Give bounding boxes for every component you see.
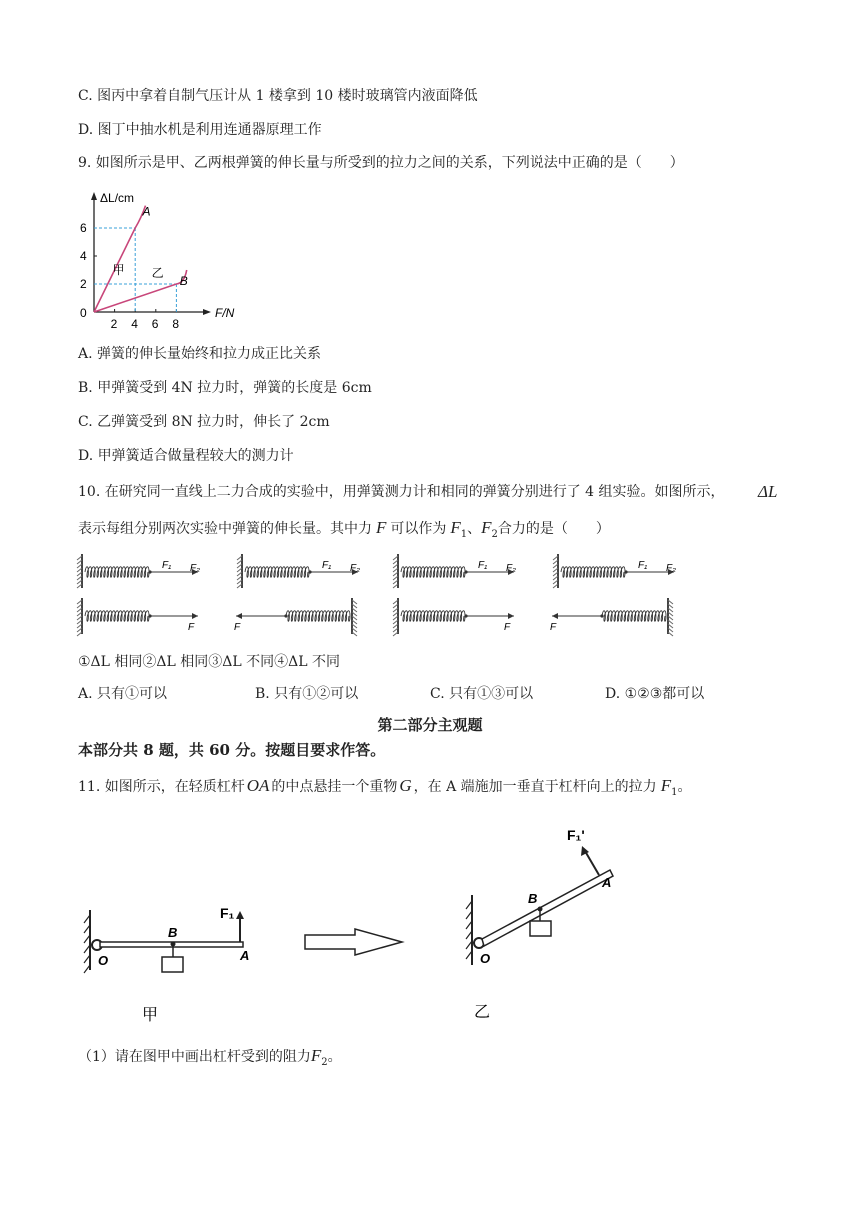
- q9-option-a: A. 弹簧的伸长量始终和拉力成正比关系: [78, 346, 322, 362]
- spring-top-3: [401, 567, 465, 578]
- spring-bottom-4: [602, 611, 666, 622]
- joint-top-4: [624, 570, 627, 573]
- arrow-f-bottom-2-head: [236, 613, 242, 619]
- q8-option-c: C. 图丙中拿着自制气压计从 1 楼拿到 10 楼时玻璃管内液面降低: [78, 88, 478, 104]
- q10-force-f: F: [376, 518, 387, 537]
- x-tick-label-4: 4: [131, 317, 138, 331]
- label-b-left: B: [168, 925, 178, 940]
- series-name-jia: 甲: [112, 263, 125, 278]
- q11-stem-4: 。: [677, 779, 692, 795]
- label-f-bottom-4: F: [550, 622, 557, 633]
- y-tick-label-4: 4: [80, 249, 87, 263]
- q11-sub1-end: 。: [327, 1049, 342, 1065]
- lever-figure-jia: [84, 905, 249, 1024]
- q11-sub1: [78, 1046, 342, 1073]
- label-f1-right: F₁ʹ: [567, 827, 585, 843]
- label-f-bottom-2: F: [234, 622, 241, 633]
- q9-option-b: B. 甲弹簧受到 4N 拉力时，弹簧的长度是 6cm: [78, 380, 372, 396]
- q11-sub1-force-sub: 2: [321, 1056, 328, 1068]
- joint-bottom-3: [464, 614, 467, 617]
- q9-stem: 9. 如图所示是甲、乙两根弹簧的伸长量与所受到的拉力之间的关系，下列说法中正确的是（ ）: [78, 155, 684, 171]
- x-axis-label: F/N: [215, 306, 235, 320]
- label-f-bottom-3: F: [504, 622, 511, 633]
- q10-stem-b2: 可以作为: [390, 521, 447, 537]
- series-end-label-B: B: [179, 274, 188, 288]
- label-o-right: O: [480, 951, 491, 966]
- joint-top-2: [308, 570, 311, 573]
- part2-intro: 本部分共 8 题，共 60 分。按题目要求作答。: [78, 741, 386, 759]
- arrow-f-bottom-4-head: [552, 613, 558, 619]
- caption-jia: 甲: [142, 1007, 159, 1024]
- x-tick-label-8: 8: [172, 317, 180, 331]
- q9-option-d: D. 甲弹簧适合做量程较大的测力计: [78, 448, 294, 464]
- joint-top-1: [148, 570, 151, 573]
- label-f2-1: F₂: [190, 563, 200, 574]
- q10-stem-b1: 表示每组分别两次实验中弹簧的伸长量。其中力: [78, 521, 372, 537]
- part2-title: 第二部分主观题: [377, 716, 483, 734]
- y-tick-label-6: 6: [80, 221, 87, 235]
- series-line-甲: [94, 206, 146, 312]
- q11-force-f1: F: [660, 776, 672, 795]
- label-f1-left: F₁: [220, 905, 235, 921]
- origin-label: 0: [80, 306, 87, 320]
- label-f2-3: F₂: [506, 563, 516, 574]
- q11-force-f1-sub: 1: [671, 786, 678, 798]
- q9-chart: [70, 182, 310, 332]
- q11-stem-2: 的中点悬挂一个重物: [271, 779, 398, 795]
- label-a-left: A: [240, 948, 250, 963]
- q11-lever-figures: [80, 815, 700, 1025]
- y-axis-arrow: [91, 192, 97, 200]
- q11-sub1-text: （1）请在图甲中画出杠杆受到的阻力: [78, 1049, 311, 1065]
- q11-lever-oa: OA: [246, 776, 270, 795]
- x-tick-label-2: 2: [110, 317, 118, 331]
- spring-bottom-1: [85, 611, 149, 622]
- q10-force-f1: F: [450, 518, 461, 537]
- q10-force-f2: F: [481, 518, 492, 537]
- q8-option-d: D. 图丁中抽水机是利用连通器原理工作: [78, 122, 322, 138]
- y-tick-label-2: 2: [80, 277, 87, 291]
- label-f1-4: F₁: [638, 560, 648, 571]
- q10-option-a: A. 只有①可以: [78, 686, 168, 702]
- label-f2-2: F₂: [350, 563, 360, 574]
- q10-option-c: C. 只有①③可以: [430, 686, 534, 702]
- spring-bottom-2: [286, 611, 350, 622]
- q10-stem-b3: 、: [467, 521, 482, 537]
- weight-right: [530, 921, 551, 936]
- q10-force-f2-sub: 2: [491, 528, 498, 540]
- weight-left: [162, 957, 183, 972]
- x-axis-arrow: [203, 309, 211, 315]
- spring-bottom-3: [401, 611, 465, 622]
- q11-stem-3: ，在 A 端施加一垂直于杠杆向上的拉力: [413, 779, 657, 795]
- y-axis-label: ΔL/cm: [100, 191, 135, 205]
- series-line-乙: [94, 270, 187, 312]
- label-o-left: O: [98, 953, 109, 968]
- q10-stem-line1: [78, 482, 778, 502]
- q11-stem-1: 11. 如图所示，在轻质杠杆: [78, 779, 245, 795]
- x-tick-label-6: 6: [151, 317, 159, 331]
- arrow-f-bottom-3-head: [508, 613, 514, 619]
- label-a-right: A: [602, 875, 612, 890]
- q11-stem: [78, 776, 691, 803]
- spring-top-1: [85, 567, 149, 578]
- q10-stem-b4: 合力的是（ ）: [497, 521, 610, 537]
- spring-top-4: [561, 567, 625, 578]
- q9-option-c: C. 乙弹簧受到 8N 拉力时，伸长了 2cm: [78, 414, 330, 430]
- transition-arrow: [305, 929, 402, 955]
- force-f1-arrow-right: [585, 851, 599, 875]
- q10-option-b: B. 只有①②可以: [255, 686, 359, 702]
- joint-bottom-4: [600, 614, 603, 617]
- series-end-label-A: A: [142, 204, 151, 219]
- label-f1-1: F₁: [162, 560, 172, 571]
- spring-top-2: [245, 567, 309, 578]
- q10-conditions: ①ΔL 相同②ΔL 相同③ΔL 不同④ΔL 不同: [78, 654, 340, 670]
- q10-force-f1-sub: 1: [460, 528, 468, 540]
- q10-stem-line2: [78, 518, 610, 545]
- q11-sub1-force: F: [310, 1046, 322, 1065]
- label-f1-2: F₁: [322, 560, 332, 571]
- joint-top-3: [464, 570, 467, 573]
- label-f1-3: F₁: [478, 560, 488, 571]
- label-b-right: B: [528, 891, 538, 906]
- label-f2-4: F₂: [666, 563, 676, 574]
- joint-bottom-2: [284, 614, 287, 617]
- lever-figure-yi: [466, 827, 613, 1021]
- force-f1-arrowhead-left: [236, 911, 244, 919]
- q10-spring-figures: [70, 552, 790, 642]
- arrow-f-bottom-1-head: [192, 613, 198, 619]
- caption-yi: 乙: [474, 1004, 491, 1021]
- q10-delta-l: ΔL: [758, 482, 778, 501]
- joint-bottom-1: [148, 614, 151, 617]
- q10-stem-text: 10. 在研究同一直线上二力合成的实验中，用弹簧测力计和相同的弹簧分别进行了 4 组实验。如图所示，: [78, 484, 725, 500]
- q10-option-d: D. ①②③都可以: [605, 686, 705, 702]
- q11-weight-g: G: [399, 776, 412, 795]
- series-name-yi: 乙: [151, 266, 164, 280]
- label-f-bottom-1: F: [188, 622, 195, 633]
